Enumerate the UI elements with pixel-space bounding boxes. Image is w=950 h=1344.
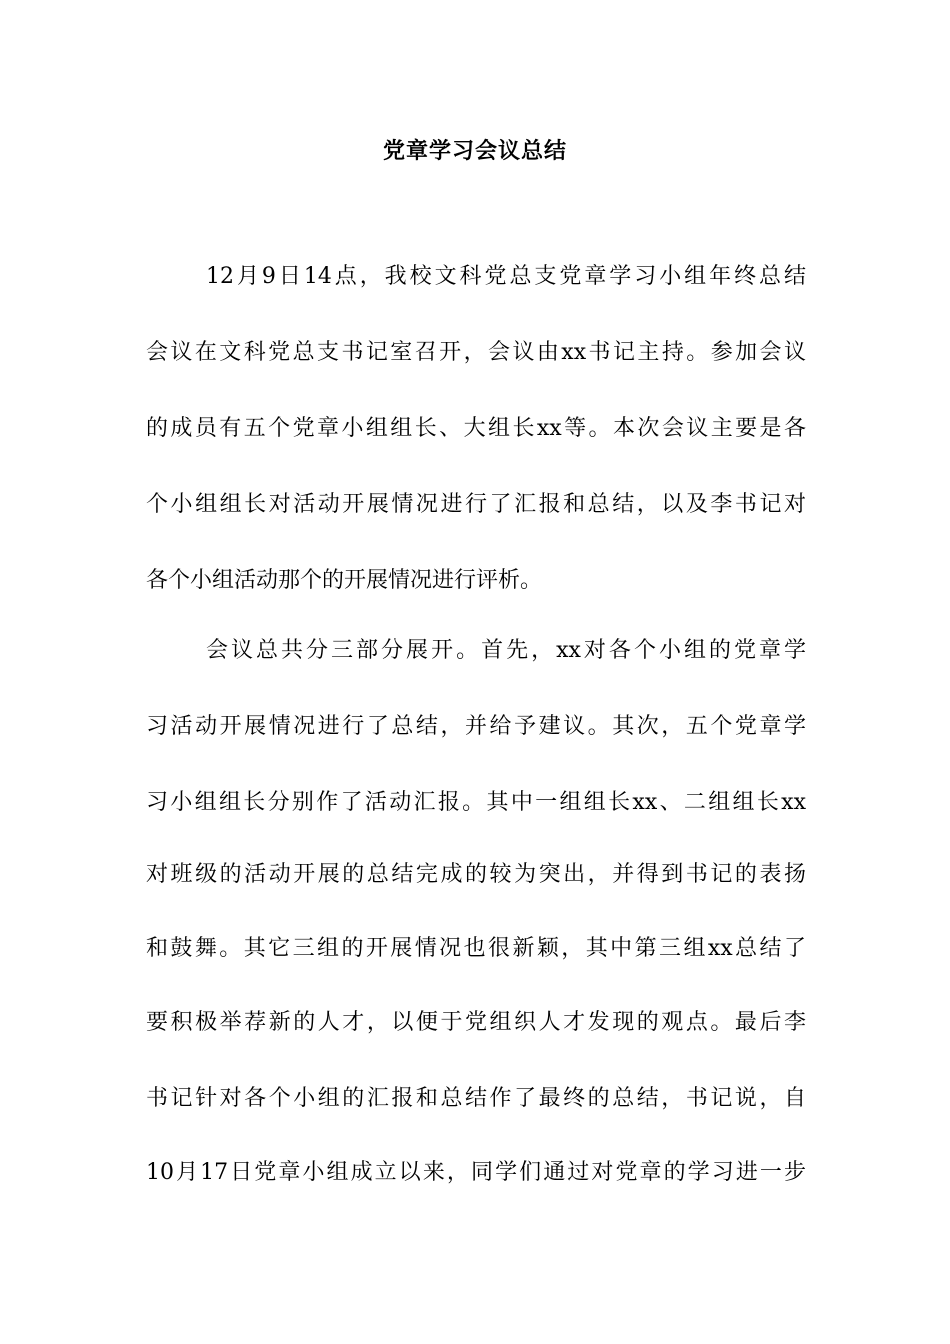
paragraph-2-line-1: 会议总共分三部分展开。首先，xx对各个小组的党章学 bbox=[206, 638, 806, 663]
paragraph-2-line-5: 和鼓舞。其它三组的开展情况也很新颖，其中第三组xx总结了 bbox=[146, 936, 806, 961]
paragraph-1-line-1: 12月9日14点，我校文科党总支党章学习小组年终总结 bbox=[206, 264, 806, 289]
paragraph-1-line-3: 的成员有五个党章小组组长、大组长xx等。本次会议主要是各 bbox=[146, 416, 806, 441]
document-title: 党章学习会议总结 bbox=[382, 139, 567, 164]
paragraph-1-line-4: 个小组组长对活动开展情况进行了汇报和总结，以及李书记对 bbox=[146, 492, 806, 517]
paragraph-2-line-4: 对班级的活动开展的总结完成的较为突出，并得到书记的表扬 bbox=[146, 862, 806, 887]
paragraph-1-line-2: 会议在文科党总支书记室召开，会议由xx书记主持。参加会议 bbox=[146, 340, 806, 365]
paragraph-2-line-2: 习活动开展情况进行了总结，并给予建议。其次，五个党章学 bbox=[146, 714, 806, 739]
paragraph-2-line-3: 习小组组长分别作了活动汇报。其中一组组长xx、二组组长xx bbox=[146, 790, 806, 815]
paragraph-1-line-5: 各个小组活动那个的开展情况进行评析。 bbox=[146, 568, 543, 593]
paragraph-2-line-6: 要积极举荐新的人才，以便于党组织人才发现的观点。最后李 bbox=[146, 1010, 806, 1035]
paragraph-2-line-7: 书记针对各个小组的汇报和总结作了最终的总结，书记说，自 bbox=[146, 1086, 806, 1111]
paragraph-2-line-8: 10月17日党章小组成立以来，同学们通过对党章的学习进一步 bbox=[146, 1160, 806, 1185]
